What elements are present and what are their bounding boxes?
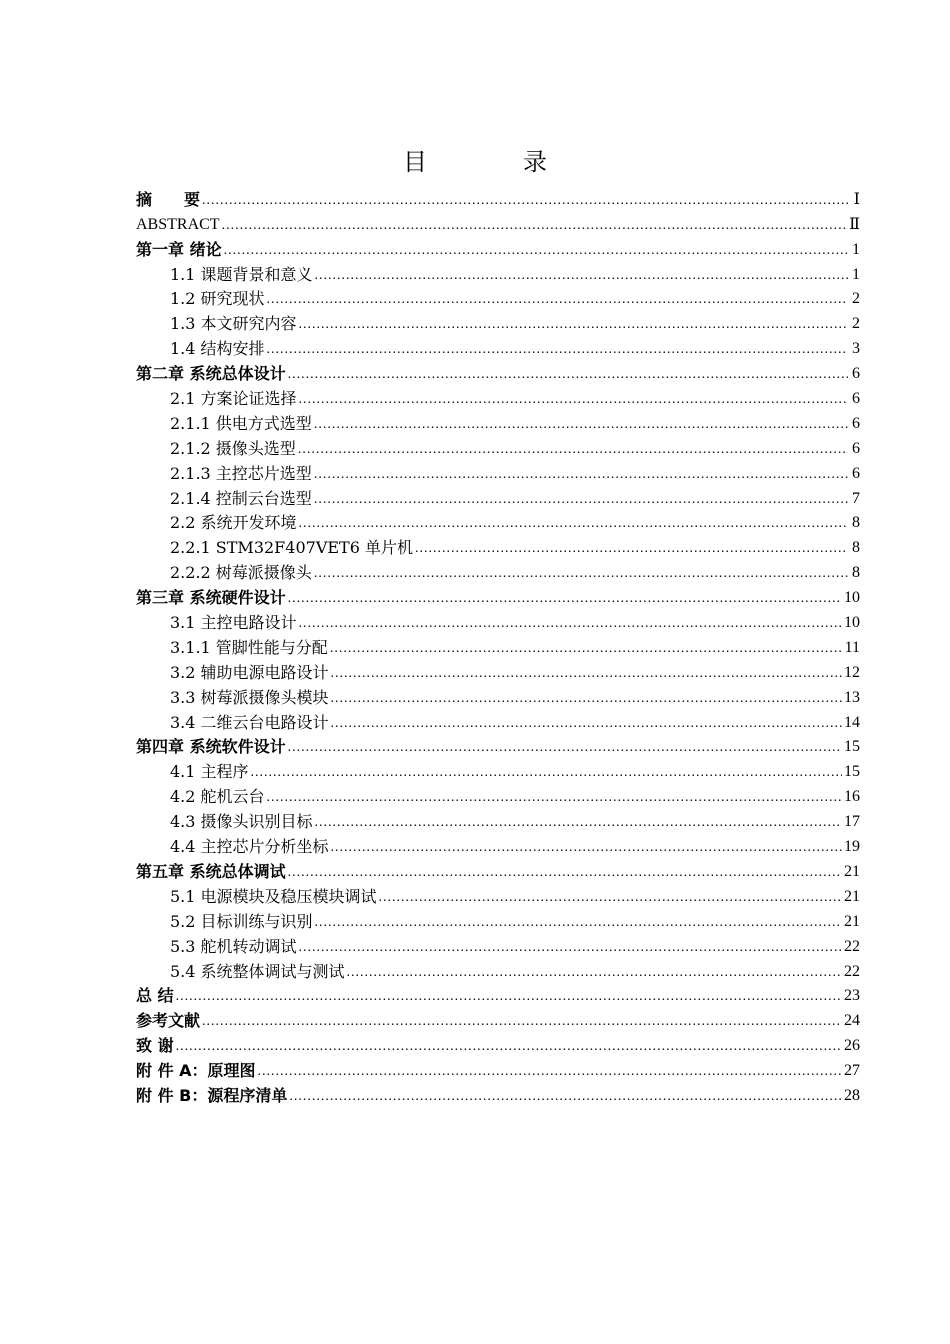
toc-entry[interactable] [136, 558, 860, 583]
table-of-contents [136, 185, 860, 1106]
toc-entry-label: 4.3 摄像头识别目标 [170, 812, 313, 832]
toc-entry-label: 3.4 二维云台电路设计 [170, 712, 329, 732]
toc-entry-page-number: 15 [844, 738, 860, 756]
toc-dot-leader [202, 190, 848, 210]
toc-entry[interactable] [136, 733, 860, 758]
toc-entry-page-number: 19 [844, 838, 860, 856]
toc-entry-label: ABSTRACT [136, 215, 220, 233]
toc-entry-label: 1.1 课题背景和意义 [170, 264, 313, 284]
toc-entry-label: 2.2.2 树莓派摄像头 [170, 563, 312, 583]
toc-entry-page-number: 2 [852, 290, 860, 308]
toc-dot-leader [331, 837, 842, 857]
toc-entry-label: 2.1.2 摄像头选型 [170, 438, 296, 458]
toc-dot-leader [315, 265, 848, 285]
toc-title: 目 录 [403, 148, 583, 176]
toc-entry-label: 1.3 本文研究内容 [170, 314, 297, 334]
toc-entry[interactable] [136, 982, 860, 1007]
toc-entry-label: 5.1 电源模块及稳压模块调试 [170, 886, 377, 906]
toc-entry[interactable] [136, 857, 860, 882]
toc-entry[interactable] [136, 409, 860, 434]
toc-entry-page-number: 21 [844, 912, 860, 930]
toc-entry-label: 2.1.4 控制云台选型 [170, 488, 312, 508]
toc-entry-page-number: 16 [844, 788, 860, 806]
toc-dot-leader [251, 762, 842, 782]
toc-entry[interactable] [136, 235, 860, 260]
toc-entry-label: 1.4 结构安排 [170, 339, 265, 359]
toc-dot-leader [331, 713, 842, 733]
toc-entry-page-number: 6 [852, 365, 860, 383]
toc-entry-page-number: 1 [852, 265, 860, 283]
toc-entry-page-number: 21 [844, 887, 860, 905]
toc-entry-page-number: 12 [844, 663, 860, 681]
toc-entry[interactable] [136, 932, 860, 957]
toc-entry-page-number: 6 [852, 439, 860, 457]
toc-entry-page-number: 23 [844, 987, 860, 1005]
toc-entry-page-number: 27 [844, 1062, 860, 1080]
toc-entry-page-number: 26 [844, 1037, 860, 1055]
toc-entry-label: 附 件 A：原理图 [136, 1061, 256, 1081]
toc-entry[interactable] [136, 658, 860, 683]
toc-dot-leader [258, 1061, 842, 1081]
toc-dot-leader [222, 215, 848, 235]
toc-dot-leader [347, 962, 842, 982]
toc-entry-page-number: 8 [852, 539, 860, 557]
toc-entry-label: 3.3 树莓派摄像头模块 [170, 687, 329, 707]
toc-entry-label: 5.4 系统整体调试与测试 [170, 961, 345, 981]
toc-entry[interactable] [136, 882, 860, 907]
toc-entry-page-number: 17 [844, 813, 860, 831]
toc-entry-label: 5.2 目标训练与识别 [170, 911, 313, 931]
toc-entry-label: 参考文献 [136, 1011, 201, 1031]
toc-entry-label: 4.1 主程序 [170, 762, 249, 782]
toc-entry[interactable] [136, 334, 860, 359]
toc-dot-leader [299, 513, 848, 533]
toc-entry[interactable] [136, 185, 860, 210]
toc-entry-label: 第一章 绪论 [136, 239, 222, 259]
toc-dot-leader [415, 538, 848, 558]
toc-entry-label: 1.2 研究现状 [170, 289, 265, 309]
toc-dot-leader [288, 737, 842, 757]
toc-entry[interactable] [136, 782, 860, 807]
toc-dot-leader [314, 464, 848, 484]
toc-entry[interactable] [136, 260, 860, 285]
toc-entry-label: 3.1 主控电路设计 [170, 613, 297, 633]
toc-entry[interactable] [136, 434, 860, 459]
toc-entry-page-number: 13 [844, 688, 860, 706]
toc-entry-label: 致 谢 [136, 1036, 174, 1056]
toc-dot-leader [314, 489, 848, 509]
toc-entry-label: 2.1.3 主控芯片选型 [170, 463, 312, 483]
toc-entry-page-number: 22 [844, 962, 860, 980]
toc-entry-page-number: 28 [844, 1086, 860, 1104]
toc-dot-leader [299, 314, 848, 334]
toc-entry[interactable] [136, 708, 860, 733]
toc-dot-leader [176, 986, 842, 1006]
toc-entry[interactable] [136, 633, 860, 658]
toc-entry[interactable] [136, 807, 860, 832]
toc-dot-leader [267, 787, 842, 807]
toc-dot-leader [379, 887, 842, 907]
toc-entry[interactable] [136, 957, 860, 982]
toc-entry-page-number: Ⅰ [853, 190, 860, 208]
toc-entry-label: 2.1 方案论证选择 [170, 389, 297, 409]
toc-entry-page-number: 1 [852, 240, 860, 258]
toc-entry[interactable] [136, 509, 860, 534]
toc-entry-page-number: 15 [844, 763, 860, 781]
toc-entry[interactable] [136, 384, 860, 409]
toc-entry-page-number: 6 [852, 390, 860, 408]
toc-entry[interactable] [136, 459, 860, 484]
toc-entry[interactable] [136, 608, 860, 633]
toc-entry-page-number: 11 [844, 638, 860, 656]
toc-entry[interactable] [136, 583, 860, 608]
toc-entry[interactable] [136, 1081, 860, 1106]
toc-entry[interactable] [136, 285, 860, 310]
toc-dot-leader [299, 937, 842, 957]
toc-entry-page-number: 24 [844, 1012, 860, 1030]
toc-dot-leader [315, 912, 842, 932]
toc-entry[interactable] [136, 309, 860, 334]
toc-entry[interactable] [136, 907, 860, 932]
toc-entry-page-number: 3 [852, 340, 860, 358]
toc-entry-page-number: 10 [844, 589, 860, 607]
toc-entry-label: 总 结 [136, 986, 174, 1006]
toc-entry[interactable] [136, 359, 860, 384]
toc-dot-leader [224, 240, 848, 260]
toc-entry[interactable] [136, 683, 860, 708]
toc-entry[interactable] [136, 210, 860, 235]
toc-entry-page-number: 22 [844, 937, 860, 955]
toc-dot-leader [298, 439, 848, 459]
toc-dot-leader [314, 563, 848, 583]
toc-entry[interactable] [136, 1056, 860, 1081]
toc-entry-label: 2.2 系统开发环境 [170, 513, 297, 533]
toc-dot-leader [315, 812, 842, 832]
toc-entry[interactable] [136, 832, 860, 857]
toc-entry-label: 第四章 系统软件设计 [136, 737, 286, 757]
toc-entry-page-number: 6 [852, 414, 860, 432]
toc-dot-leader [331, 663, 842, 683]
toc-entry[interactable] [136, 1031, 860, 1056]
toc-entry-page-number: 21 [844, 862, 860, 880]
toc-entry-label: 3.1.1 管脚性能与分配 [170, 637, 328, 657]
toc-entry[interactable] [136, 533, 860, 558]
toc-entry-label: 4.4 主控芯片分析坐标 [170, 837, 329, 857]
toc-dot-leader [288, 862, 842, 882]
toc-entry-label: 4.2 舵机云台 [170, 787, 265, 807]
toc-entry-label: 2.2.1 STM32F407VET6 单片机 [170, 538, 413, 558]
toc-entry-label: 5.3 舵机转动调试 [170, 936, 297, 956]
toc-entry[interactable] [136, 484, 860, 509]
toc-entry-page-number: 10 [844, 614, 860, 632]
toc-dot-leader [289, 1086, 842, 1106]
toc-entry-label: 3.2 辅助电源电路设计 [170, 662, 329, 682]
toc-entry-page-number: 8 [852, 514, 860, 532]
toc-dot-leader [288, 364, 848, 384]
toc-entry-page-number: 8 [852, 564, 860, 582]
toc-entry-page-number: 2 [852, 315, 860, 333]
toc-dot-leader [176, 1036, 842, 1056]
toc-entry[interactable] [136, 1006, 860, 1031]
toc-dot-leader [299, 613, 842, 633]
toc-dot-leader [331, 688, 842, 708]
toc-entry-page-number: Ⅱ [849, 215, 860, 233]
toc-entry-label: 2.1.1 供电方式选型 [170, 413, 312, 433]
toc-dot-leader [267, 339, 848, 359]
toc-entry-page-number: 6 [852, 464, 860, 482]
toc-entry-label: 第五章 系统总体调试 [136, 861, 286, 881]
toc-dot-leader [314, 414, 848, 434]
toc-entry-label: 附 件 B：源程序清单 [136, 1085, 288, 1105]
toc-entry[interactable] [136, 757, 860, 782]
toc-dot-leader [288, 588, 842, 608]
toc-dot-leader [299, 389, 848, 409]
toc-entry-page-number: 14 [844, 713, 860, 731]
toc-entry-label: 第三章 系统硬件设计 [136, 588, 286, 608]
toc-entry-label: 第二章 系统总体设计 [136, 364, 286, 384]
toc-entry-page-number: 7 [852, 489, 860, 507]
toc-dot-leader [267, 289, 848, 309]
toc-dot-leader [202, 1011, 842, 1031]
toc-entry-label: 摘 要 [136, 189, 201, 209]
toc-dot-leader [330, 638, 843, 658]
